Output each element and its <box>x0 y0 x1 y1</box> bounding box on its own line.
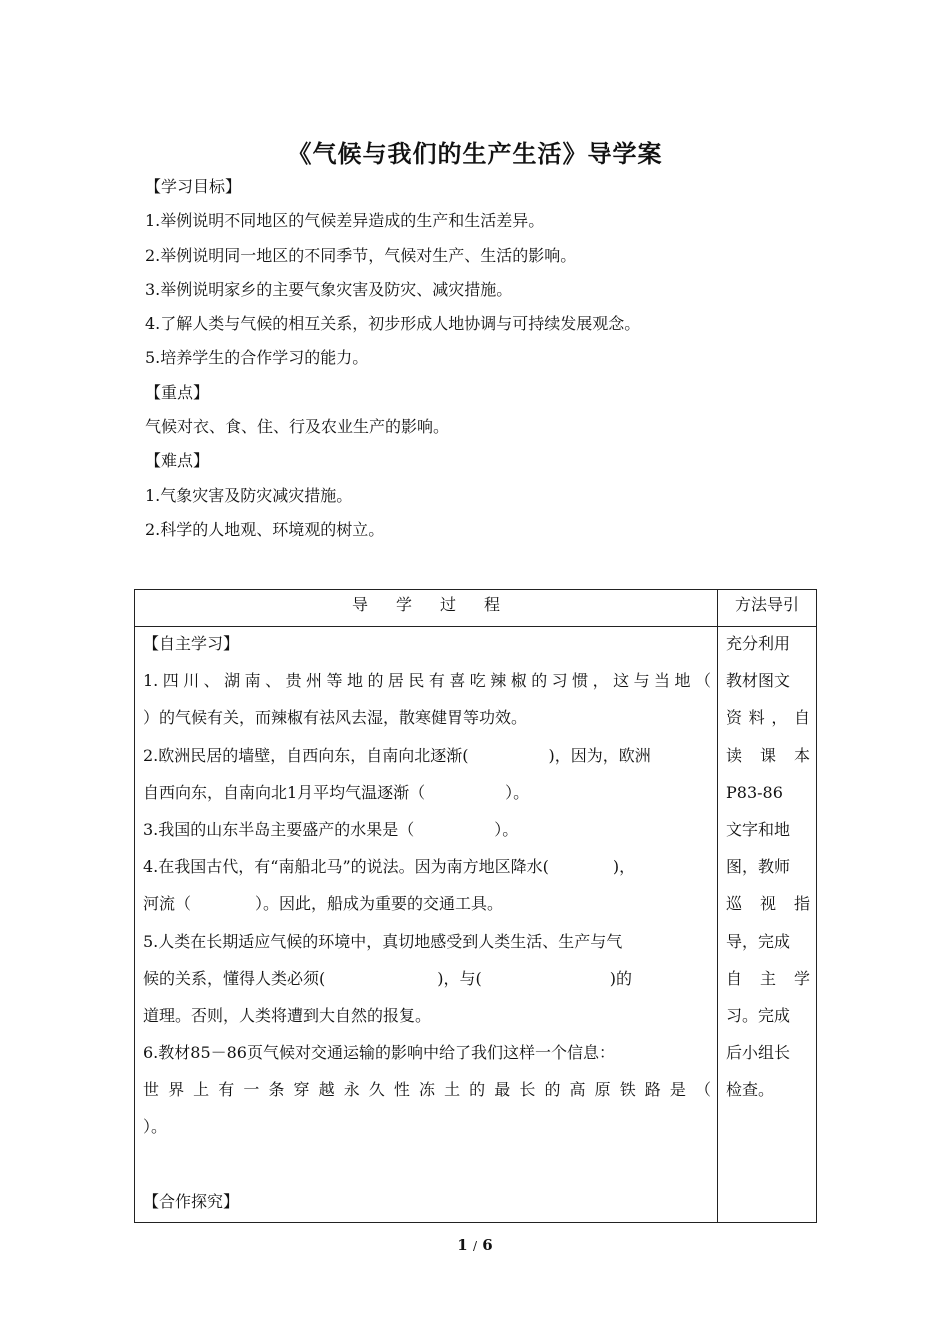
question-line: 4.在我国古代，有“南船北马”的说法。因为南方地区降水( )， <box>143 857 636 877</box>
section-heading-key-points: 【重点】 <box>145 382 210 402</box>
question-line: 候的关系，懂得人类必须( )，与( )的 <box>143 968 632 988</box>
blank-line <box>135 1148 717 1185</box>
section-heading-cooperative-inquiry: 【合作探究】 <box>143 1191 240 1211</box>
method-line: 读课本 <box>726 745 810 765</box>
method-line: 资料，自 <box>726 708 810 728</box>
guide-table <box>134 589 817 1223</box>
question-line: 道理。否则，人类将遭到大自然的报复。 <box>143 1005 432 1025</box>
intro-section <box>145 170 825 547</box>
table-header-row <box>135 590 817 627</box>
difficulty-item: 1.气象灾害及防灾减灾措施。 <box>145 485 353 505</box>
question-line: ）的气候有关，而辣椒有祛风去湿，散寒健胃等功效。 <box>143 708 528 728</box>
question-line: 1.四川、湖南、贵州等地的居民有喜吃辣椒的习惯，这与当地（ <box>143 671 711 691</box>
objective-item: 4.了解人类与气候的相互关系，初步形成人地协调与可持续发展观念。 <box>145 314 641 334</box>
method-line: 教材图文 <box>726 671 791 691</box>
question-line: 2.欧洲民居的墙壁，自西向东，自南向北逐渐( )，因为，欧洲 <box>143 745 651 765</box>
question-line: 河流（ ）。因此，船成为重要的交通工具。 <box>143 894 504 914</box>
guide-process-cell <box>135 627 718 1223</box>
method-line: 后小组长 <box>726 1043 791 1063</box>
question-line: 自西向东，自南向北1月平均气温逐渐（ ）。 <box>143 782 530 802</box>
total-pages: 6 <box>482 1236 493 1254</box>
header-method-guide: 方法导引 <box>718 590 817 627</box>
question-line: 6.教材85－86页气候对交通运输的影响中给了我们这样一个信息： <box>143 1043 615 1063</box>
header-guide-process: 导学过程 <box>135 590 718 627</box>
objective-item: 3.举例说明家乡的主要气象灾害及防灾、减灾措施。 <box>145 279 513 299</box>
section-heading-objectives: 【学习目标】 <box>145 177 242 196</box>
question-line: 5.人类在长期适应气候的环境中，真切地感受到人类生活、生产与气 <box>143 931 623 951</box>
page-separator: / <box>472 1239 478 1253</box>
method-guide-cell <box>718 627 817 1223</box>
section-heading-difficulties: 【难点】 <box>145 451 210 471</box>
objective-item: 5.培养学生的合作学习的能力。 <box>145 348 369 368</box>
method-line: 文字和地 <box>726 819 791 839</box>
method-line: 导，完成 <box>726 931 791 951</box>
objective-item: 2.举例说明同一地区的不同季节，气候对生产、生活的影响。 <box>145 245 577 265</box>
method-line: 巡视指 <box>726 894 810 914</box>
question-line: 世界上有一条穿越永久性冻土的最长的高原铁路是（ <box>143 1080 711 1100</box>
objective-item: 1.举例说明不同地区的气候差异造成的生产和生活差异。 <box>145 211 545 231</box>
document-title: 《气候与我们的生产生活》导学案 <box>287 139 663 168</box>
page-number <box>0 1236 950 1254</box>
method-line: 自主学 <box>726 968 810 988</box>
method-line: 图，教师 <box>726 857 791 877</box>
question-line: 3.我国的山东半岛主要盛产的水果是（ ）。 <box>143 819 519 839</box>
current-page: 1 <box>457 1236 468 1254</box>
key-point-text: 气候对衣、食、住、行及农业生产的影响。 <box>145 417 450 437</box>
method-line: P83-86 <box>726 782 783 802</box>
method-line: 习。完成 <box>726 1005 791 1025</box>
difficulty-item: 2.科学的人地观、环境观的树立。 <box>145 519 385 539</box>
question-line: ）。 <box>143 1117 168 1137</box>
method-line: 充分利用 <box>726 634 791 653</box>
table-body-row <box>135 627 817 1223</box>
method-line: 检查。 <box>726 1080 775 1100</box>
section-heading-self-study: 【自主学习】 <box>143 634 240 653</box>
